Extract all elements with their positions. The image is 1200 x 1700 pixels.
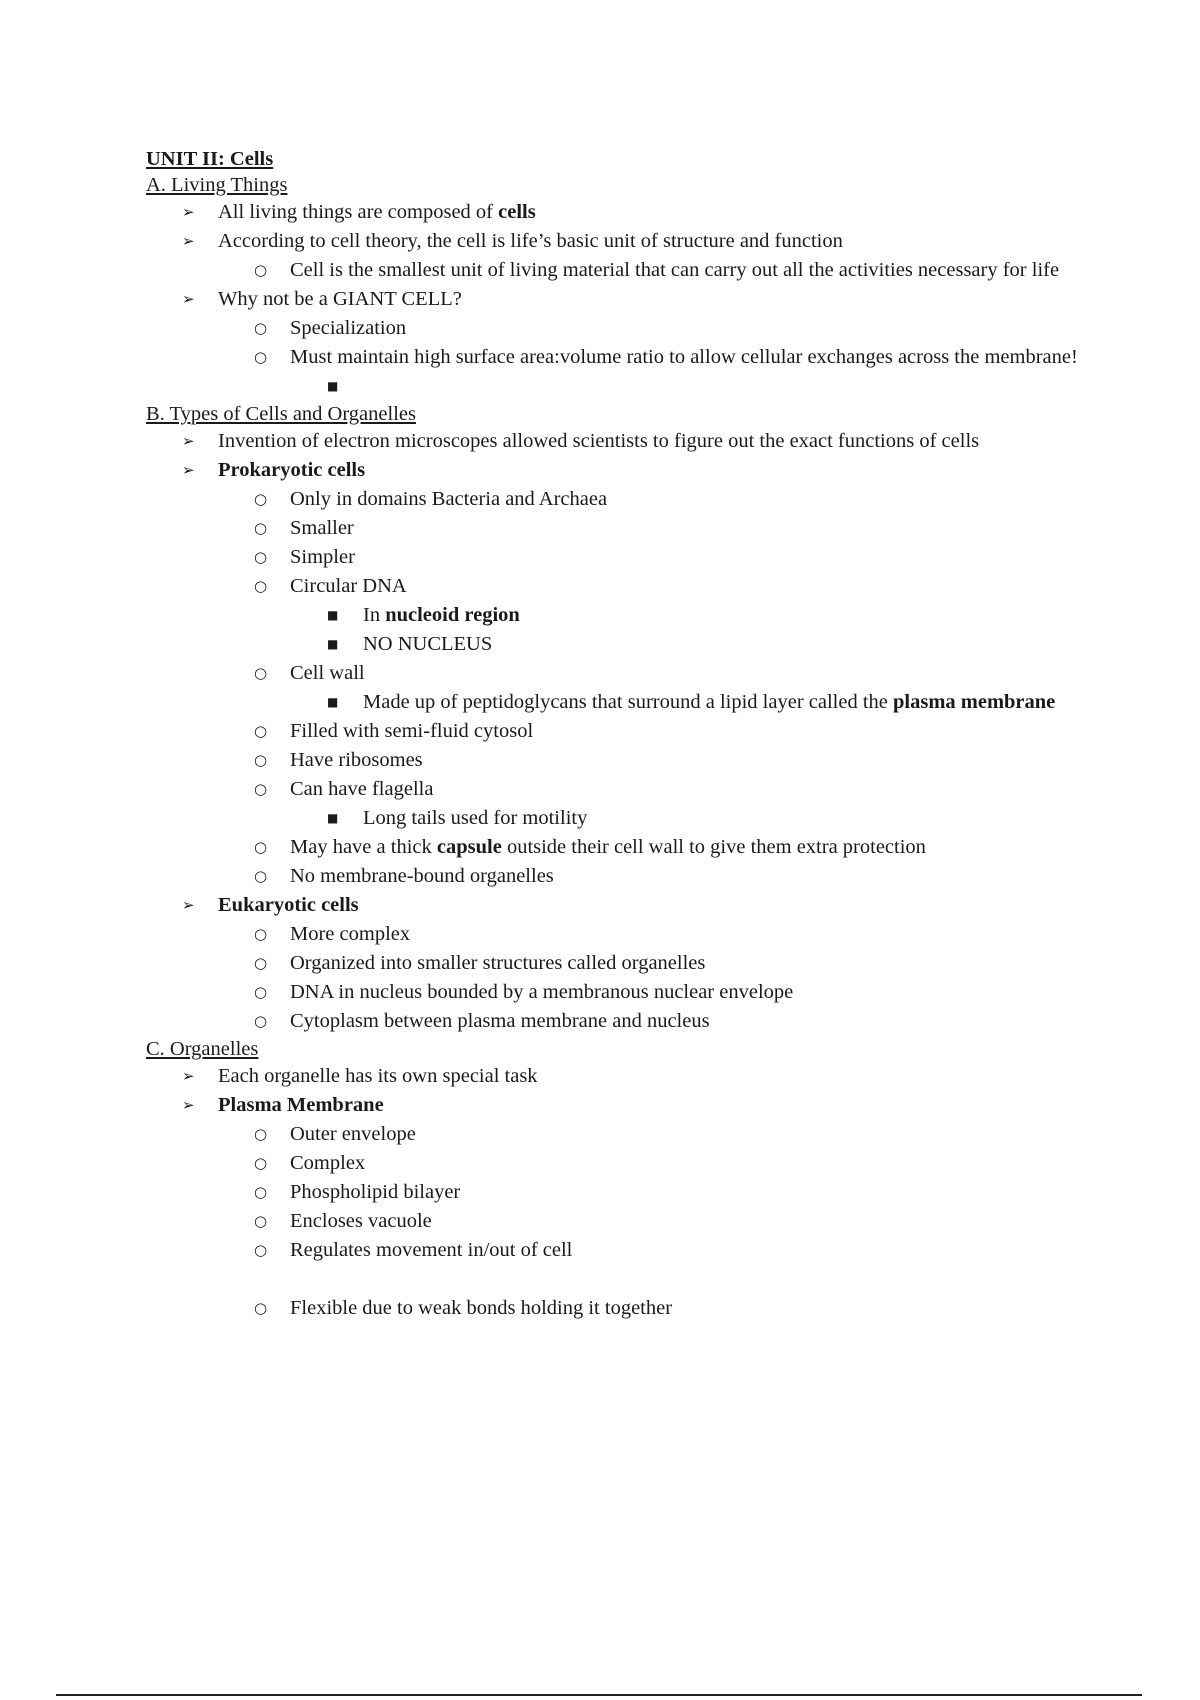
circle-bullet-icon: ○ — [254, 664, 268, 682]
list-item — [146, 1149, 1096, 1178]
item-text: Must maintain high surface area:volume ratio to allow cellular exchanges across the membrane! — [290, 346, 1078, 368]
arrow-bullet-icon: ➢ — [182, 290, 195, 308]
item-text: Circular DNA — [290, 575, 407, 597]
circle-bullet-icon: ○ — [254, 780, 268, 798]
circle-bullet-icon: ○ — [254, 519, 268, 537]
item-text: Encloses vacuole — [290, 1210, 432, 1232]
circle-bullet-icon: ○ — [254, 348, 268, 366]
item-text: outside their cell wall to give them extra protection — [501, 836, 926, 858]
list-item — [146, 485, 1096, 514]
item-text: Filled with semi-fluid cytosol — [290, 720, 534, 742]
item-text: Invention of electron microscopes allowed scientists to figure out the exact functions of cells — [218, 430, 980, 452]
item-bold-text: nucleoid region — [385, 604, 520, 626]
list-item — [146, 920, 1096, 949]
list-item — [146, 227, 1096, 256]
footer-divider — [56, 1694, 1142, 1696]
circle-bullet-icon: ○ — [254, 1241, 268, 1259]
list-item — [146, 343, 1096, 372]
circle-bullet-icon: ○ — [254, 1212, 268, 1230]
item-text: Regulates movement in/out of cell — [290, 1239, 573, 1261]
list-item — [146, 746, 1096, 775]
list-item — [146, 198, 1096, 227]
circle-bullet-icon: ○ — [254, 1012, 268, 1030]
item-bold-text: Prokaryotic cells — [218, 459, 366, 481]
item-text: In — [363, 604, 386, 626]
square-bullet-icon: ■ — [327, 379, 339, 393]
circle-bullet-icon: ○ — [254, 983, 268, 1001]
square-bullet-icon: ■ — [327, 608, 339, 622]
item-text: No membrane-bound organelles — [290, 865, 554, 887]
list-item — [146, 804, 1096, 833]
list-item — [146, 949, 1096, 978]
list-item — [146, 717, 1096, 746]
circle-bullet-icon: ○ — [254, 319, 268, 337]
list-item — [146, 862, 1096, 891]
item-text: Long tails used for motility — [363, 807, 588, 829]
square-bullet-icon: ■ — [327, 811, 339, 825]
item-text: Flexible due to weak bonds holding it together — [290, 1297, 673, 1319]
list-item — [146, 572, 1096, 601]
item-text: All living things are composed of — [218, 201, 499, 223]
circle-bullet-icon: ○ — [254, 1183, 268, 1201]
item-text: More complex — [290, 923, 411, 945]
item-text: Cell is the smallest unit of living material that can carry out all the activities necessary for life — [290, 259, 1060, 281]
list-item — [146, 514, 1096, 543]
square-bullet-icon: ■ — [327, 637, 339, 651]
item-text: Can have flagella — [290, 778, 434, 800]
item-text: May have a thick — [290, 836, 437, 858]
arrow-bullet-icon: ➢ — [182, 461, 195, 479]
list-item — [146, 659, 1096, 688]
list-item — [146, 1062, 1096, 1091]
arrow-bullet-icon: ➢ — [182, 203, 195, 221]
list-item — [146, 1120, 1096, 1149]
item-text: Complex — [290, 1152, 366, 1174]
arrow-bullet-icon: ➢ — [182, 232, 195, 250]
list-item — [146, 1207, 1096, 1236]
circle-bullet-icon: ○ — [254, 490, 268, 508]
circle-bullet-icon: ○ — [254, 838, 268, 856]
section-heading-b: B. Types of Cells and Organelles — [146, 403, 416, 425]
list-item — [146, 1178, 1096, 1207]
list-item — [146, 1236, 1096, 1265]
item-text: Only in domains Bacteria and Archaea — [290, 488, 608, 510]
item-text: Simpler — [290, 546, 355, 568]
list-item — [146, 978, 1096, 1007]
item-text: Cell wall — [290, 662, 365, 684]
list-item — [146, 427, 1096, 456]
list-item — [146, 456, 1096, 485]
list-item — [146, 1294, 1096, 1323]
circle-bullet-icon: ○ — [254, 722, 268, 740]
circle-bullet-icon: ○ — [254, 577, 268, 595]
item-text: Organized into smaller structures called organelles — [290, 952, 706, 974]
item-text: DNA in nucleus bounded by a membranous nuclear envelope — [290, 981, 794, 1003]
list-item-empty — [146, 372, 1096, 401]
list-item — [146, 601, 1096, 630]
item-text: NO NUCLEUS — [363, 633, 493, 655]
circle-bullet-icon: ○ — [254, 925, 268, 943]
blank-line — [146, 1265, 1096, 1294]
item-text: Specialization — [290, 317, 407, 339]
item-bold-text: plasma membrane — [893, 691, 1056, 713]
item-bold-text: cells — [498, 201, 536, 223]
arrow-bullet-icon: ➢ — [182, 1067, 195, 1085]
list-item — [146, 285, 1096, 314]
list-item — [146, 775, 1096, 804]
circle-bullet-icon: ○ — [254, 261, 268, 279]
circle-bullet-icon: ○ — [254, 867, 268, 885]
arrow-bullet-icon: ➢ — [182, 896, 195, 914]
circle-bullet-icon: ○ — [254, 548, 268, 566]
item-text: Why not be a GIANT CELL? — [218, 288, 462, 310]
list-item — [146, 1007, 1096, 1036]
section-heading-c: C. Organelles — [146, 1038, 259, 1060]
item-bold-text: capsule — [436, 836, 502, 858]
list-item — [146, 314, 1096, 343]
item-text: Phospholipid bilayer — [290, 1181, 461, 1203]
item-text: Made up of peptidoglycans that surround a lipid layer called the — [363, 691, 893, 713]
list-item — [146, 630, 1096, 659]
item-text: According to cell theory, the cell is life’s basic unit of structure and function — [218, 230, 843, 252]
page-title: UNIT II: Cells — [146, 148, 274, 170]
list-item — [146, 1091, 1096, 1120]
list-item — [146, 833, 1096, 862]
list-item — [146, 688, 1096, 717]
circle-bullet-icon: ○ — [254, 751, 268, 769]
arrow-bullet-icon: ➢ — [182, 1096, 195, 1114]
item-text: Cytoplasm between plasma membrane and nucleus — [290, 1010, 710, 1032]
circle-bullet-icon: ○ — [254, 1299, 268, 1317]
list-item — [146, 891, 1096, 920]
item-text: Have ribosomes — [290, 749, 423, 771]
item-text: Each organelle has its own special task — [218, 1065, 538, 1087]
square-bullet-icon: ■ — [327, 695, 339, 709]
item-bold-text: Plasma Membrane — [218, 1094, 384, 1116]
item-text: Smaller — [290, 517, 354, 539]
arrow-bullet-icon: ➢ — [182, 432, 195, 450]
list-item — [146, 543, 1096, 572]
document-body — [146, 146, 1096, 1323]
circle-bullet-icon: ○ — [254, 1154, 268, 1172]
section-heading-a: A. Living Things — [146, 174, 288, 196]
circle-bullet-icon: ○ — [254, 954, 268, 972]
item-bold-text: Eukaryotic cells — [218, 894, 359, 916]
circle-bullet-icon: ○ — [254, 1125, 268, 1143]
item-text: Outer envelope — [290, 1123, 416, 1145]
list-item — [146, 256, 1096, 285]
